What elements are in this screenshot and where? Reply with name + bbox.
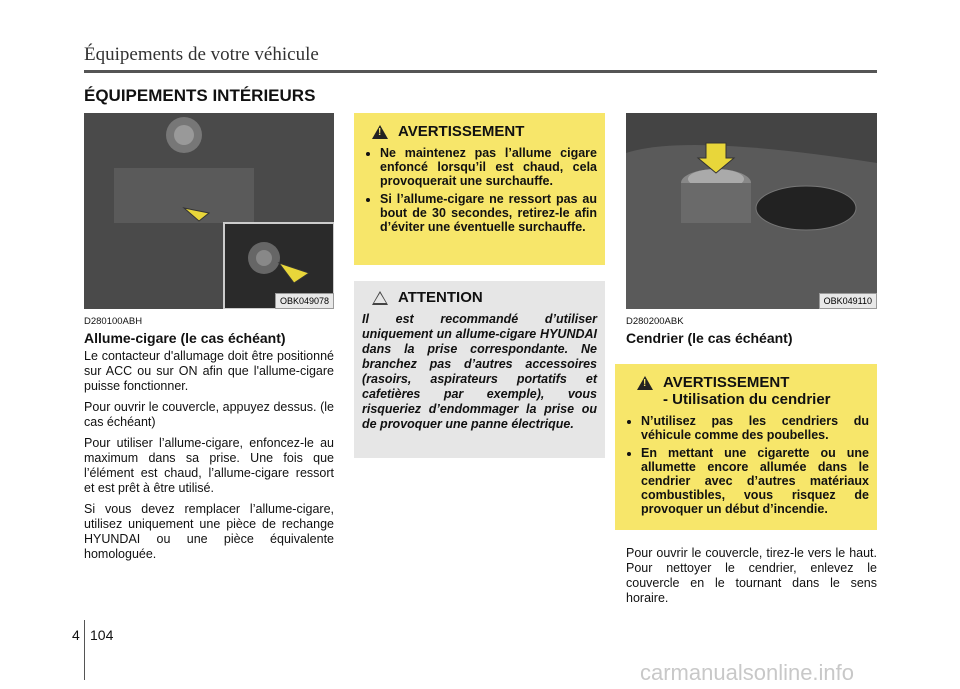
left-body [84, 349, 334, 568]
subsection-title: Allume-cigare (le cas échéant) [84, 330, 286, 346]
section-title: ÉQUIPEMENTS INTÉRIEURS [84, 86, 316, 105]
section-code: D280200ABK [626, 316, 684, 327]
paragraph: Pour utiliser l’allume-cigare, enfoncez-le au maximum dans sa prise. Une fois que l’élément est chaud, l’allume-cigare ressort et est prêt à être utilisé. [84, 436, 334, 495]
warning-item: • Ne maintenez pas l’allume cigare enfoncé lorsqu’il est chaud, cela provoquerait une surchauffe. [380, 146, 597, 188]
chapter-number: 4 [72, 627, 80, 643]
watermark: carmanualsonline.info [640, 660, 855, 685]
warning-box [615, 364, 877, 530]
cigar-lighter-photo [84, 113, 334, 309]
paragraph: Pour ouvrir le couvercle, appuyez dessus. (le cas échéant) [84, 400, 334, 429]
warning-subtitle: - Utilisation du cendrier [663, 391, 831, 408]
warning-box [354, 113, 605, 265]
attention-body: Il est recommandé d’utiliser uniquement un allume-cigare HYUNDAI dans la prise correspondante. Ne branchez pas d’autres accessoires (rasoirs, aspirateurs portatifs et cafetières par exemple), vous risqueriez d’endommager la prise ou de provoquer une panne électrique. [362, 312, 597, 431]
paragraph: Le contacteur d'allumage doit être positionné sur ACC ou sur ON afin que l'allume-cigare puisse fonctionner. [84, 349, 334, 393]
warning-item: • En mettant une cigarette ou une allumette encore allumée dans le cendrier avec d’autres matériaux combustibles, vous risquez de provoquer un début d’incendie. [641, 446, 869, 516]
footer-rule [84, 620, 85, 680]
caution-icon [372, 291, 388, 305]
warning-icon [372, 125, 388, 139]
photo-caption: OBK049110 [819, 293, 877, 309]
attention-box [354, 281, 605, 458]
subsection-title: Cendrier (le cas échéant) [626, 330, 793, 346]
warning-item: • N’utilisez pas les cendriers du véhicule comme des poubelles. [641, 414, 869, 442]
header-rule [84, 70, 877, 73]
warning-title: AVERTISSEMENT [663, 374, 790, 391]
section-code: D280100ABH [84, 316, 143, 327]
photo-caption: OBK049078 [275, 293, 334, 309]
warning-icon [637, 376, 653, 390]
warning-item: • Si l’allume-cigare ne ressort pas au bout de 30 secondes, retirez-le afin d’éviter une éventuelle surchauffe. [380, 192, 597, 234]
attention-title: ATTENTION [398, 289, 483, 306]
chapter-header: Équipements de votre véhicule [84, 44, 319, 65]
warning-title: AVERTISSEMENT [398, 123, 525, 140]
paragraph: Si vous devez remplacer l’allume-cigare, utilisez uniquement une pièce de rechange HYUNDAI ou une pièce équivalente homologuée. [84, 502, 334, 561]
page-number: 104 [90, 627, 114, 643]
ashtray-photo [626, 113, 877, 309]
right-body: Pour ouvrir le couvercle, tirez-le vers le haut. Pour nettoyer le cendrier, enlevez le couvercle en le tournant dans le sens horaire. [626, 546, 877, 605]
